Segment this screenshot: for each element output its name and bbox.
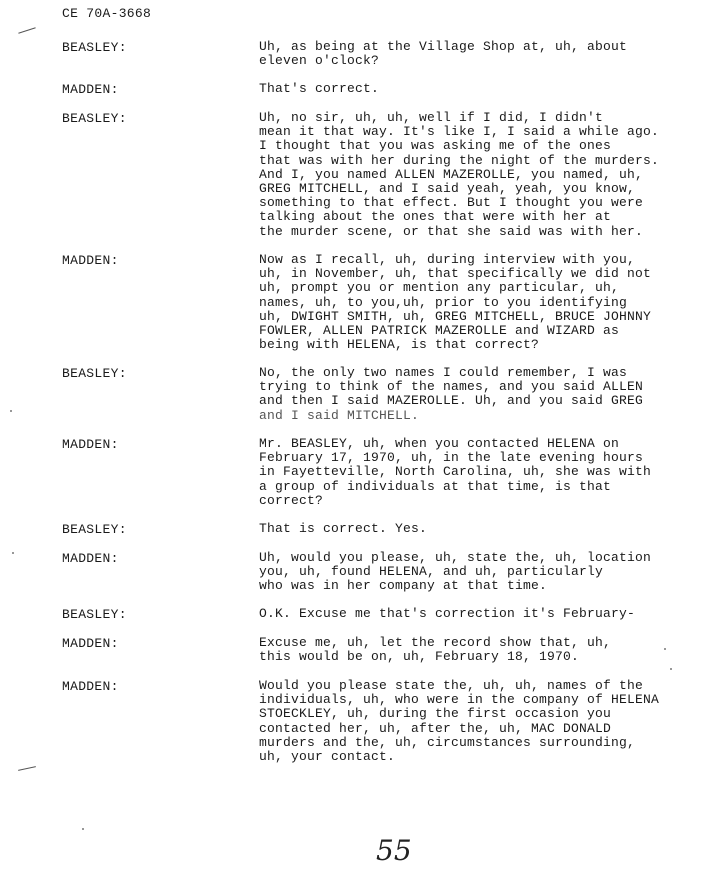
speech-line: individuals, uh, who were in the company of HELENA (259, 692, 660, 708)
scan-speck (670, 668, 672, 670)
speech-line: talking about the ones that were with her at (259, 209, 612, 225)
speaker-label: MADDEN: (62, 551, 119, 566)
speaker-label: MADDEN: (62, 437, 119, 452)
speaker-label: MADDEN: (62, 636, 119, 651)
speech-line: eleven o'clock? (259, 53, 380, 69)
speaker-label: BEASLEY: (62, 607, 127, 622)
speech-line: that was with her during the night of the murders. (259, 152, 660, 168)
speech-text (259, 366, 709, 423)
scan-speck (12, 552, 14, 554)
speech-line: And I, you named ALLEN MAZEROLLE, you named, uh, (259, 166, 644, 182)
speech-line: That's correct. (259, 81, 380, 96)
speech-text (259, 40, 709, 68)
speech-line: who was in her company at that time. (259, 578, 548, 594)
scan-speck (10, 410, 12, 412)
speech-line: Now as I recall, uh, during interview with you, (259, 252, 636, 267)
speech-line: names, uh, to you,uh, prior to you identifying (259, 294, 628, 310)
speech-text (259, 636, 709, 664)
speech-line: February 17, 1970, uh, in the late evening hours (259, 450, 644, 466)
scan-speck (664, 648, 666, 650)
page-number: 55 (376, 834, 412, 867)
speech-line: Uh, would you please, uh, state the, uh, location (259, 550, 652, 565)
speech-line: mean it that way. It's like I, I said a while ago. (259, 124, 660, 140)
speech-line: That is correct. Yes. (259, 521, 428, 536)
speech-line: you, uh, found HELENA, and uh, particularly (259, 564, 604, 580)
speech-line: in Fayetteville, North Carolina, uh, she was with (259, 464, 652, 480)
speech-text (259, 82, 709, 96)
speaker-label: BEASLEY: (62, 40, 127, 55)
speaker-label: MADDEN: (62, 253, 119, 268)
speech-text (259, 551, 709, 594)
margin-mark-bottom (18, 766, 36, 771)
margin-mark-top (18, 27, 35, 34)
speech-text (259, 679, 709, 764)
speech-line: the murder scene, or that she said was with her. (259, 223, 644, 239)
speech-line: No, the only two names I could remember, I was (259, 365, 628, 380)
speech-line: correct? (259, 492, 324, 508)
speech-line: Would you please state the, uh, uh, names of the (259, 678, 644, 693)
speech-line: O.K. Excuse me that's correction it's February- (259, 606, 636, 621)
speech-line: FOWLER, ALLEN PATRICK MAZEROLLE and WIZARD as (259, 323, 620, 339)
speech-line: this would be on, uh, February 18, 1970. (259, 649, 580, 665)
speaker-label: MADDEN: (62, 679, 119, 694)
speech-line: GREG MITCHELL, and I said yeah, yeah, you know, (259, 181, 636, 197)
speech-text (259, 437, 709, 508)
speech-line: Uh, as being at the Village Shop at, uh, about (259, 39, 628, 54)
speech-line: uh, your contact. (259, 749, 396, 765)
document-header: CE 70A-3668 (62, 6, 152, 21)
speech-text (259, 111, 709, 239)
speech-line: and then I said MAZEROLLE. Uh, and you said GREG (259, 393, 644, 409)
speech-line: uh, in November, uh, that specifically we did not (259, 266, 652, 282)
speech-line: Excuse me, uh, let the record show that, uh, (259, 635, 612, 650)
speech-line: and I said MITCHELL. (259, 407, 420, 423)
speech-line: trying to think of the names, and you said ALLEN (259, 379, 644, 395)
speech-line: a group of individuals at that time, is that (259, 478, 612, 494)
speech-line: Mr. BEASLEY, uh, when you contacted HELENA on (259, 436, 620, 451)
speech-text (259, 253, 709, 352)
speech-text (259, 607, 709, 621)
speech-line: I thought that you was asking me of the ones (259, 138, 612, 154)
speaker-label: BEASLEY: (62, 111, 127, 126)
speech-line: being with HELENA, is that correct? (259, 337, 540, 353)
speech-line: Uh, no sir, uh, uh, well if I did, I didn't (259, 110, 604, 125)
speech-line: murders and the, uh, circumstances surrounding, (259, 734, 636, 750)
speech-line: contacted her, uh, after the, uh, MAC DONALD (259, 720, 612, 736)
speaker-label: BEASLEY: (62, 522, 127, 537)
speech-line: STOECKLEY, uh, during the first occasion you (259, 706, 612, 722)
speech-line: uh, prompt you or mention any particular, uh, (259, 280, 620, 296)
speech-line: uh, DWIGHT SMITH, uh, GREG MITCHELL, BRUCE JOHNNY (259, 308, 652, 324)
speaker-label: BEASLEY: (62, 366, 127, 381)
speech-text (259, 522, 709, 536)
speech-line: something to that effect. But I thought you were (259, 195, 644, 211)
speaker-label: MADDEN: (62, 82, 119, 97)
scan-speck (82, 828, 84, 830)
